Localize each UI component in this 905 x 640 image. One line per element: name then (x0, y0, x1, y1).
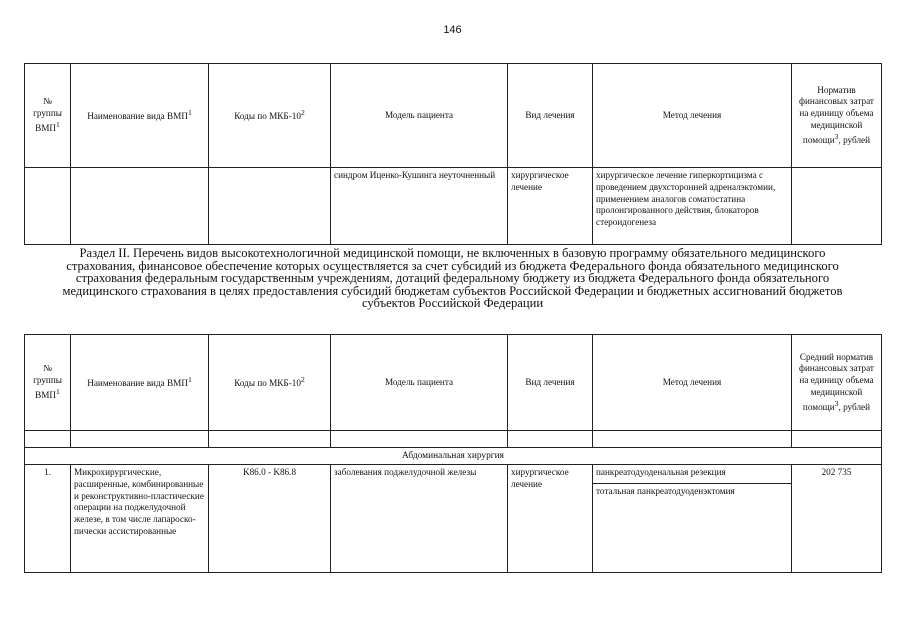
header-cost-norm: Норматив финансовых затрат на единицу объема медицинской помощи$^3$, рублей (792, 64, 882, 168)
section-title: Раздел II. Перечень видов высокотехнологичной медицинской помощи, не включенных в базовую программу обязательного медицинского страхования, финансовое обеспечение которых осуществляется за счет субсидий из бюджета Федерального фонда обязательного медицинского страхования федеральным государственным учреждениям, дотаций федеральному бюджету из бюджета Федерального фонда обязательного медицинского страхования в целях предоставления субсидий бюджетам субъектов Российской Федерации и бюджетных ассигнований бюджетов субъектов Российской Федерации (62, 246, 843, 311)
vmp-table (24, 334, 882, 573)
header-mkb-codes: Коды по МКБ-$10^2$ (209, 335, 331, 431)
table-header-row (25, 335, 882, 431)
header-mkb-codes: Коды по МКБ-$10^2$ (209, 64, 331, 168)
cell-treatment-kind: хирургическое лечение (508, 465, 593, 573)
category-row (25, 448, 882, 465)
header-treatment-method: Метод лечения (593, 64, 792, 168)
header-patient-model: Модель пациента (331, 64, 508, 168)
cell-treatment-method: хирургическое лечение гиперкортицизма с проведением двухсторонней адреналэктомии, применением аналогов соматостатина пролонгированного действия, блокаторов стероидогенеза (593, 168, 792, 245)
header-patient-model: Модель пациента (331, 335, 508, 431)
cell-treatment-method (593, 465, 792, 573)
header-treatment-kind: Вид лечения (508, 64, 593, 168)
spacer-row (25, 431, 882, 448)
method-item: тотальная панкреатодуоденэктомия (593, 483, 791, 498)
category-label: Абдоминальная хирургия (25, 448, 882, 465)
header-group-no: № группы ВМП$^1$ (25, 64, 71, 168)
cell-vmp-name: Микрохирургические, расширенные, комбинированные и реконструктивно-пластические операции на поджелудочной железе, в том числе лапароско-пически ассистированные (71, 465, 209, 573)
header-treatment-method: Метод лечения (593, 335, 792, 431)
cell-patient-model: синдром Иценко-Кушинга неуточненный (331, 168, 508, 245)
method-item: панкреатодуоденальная резекция (596, 467, 726, 478)
table-row (25, 465, 882, 573)
header-avg-cost-norm: Средний норматив финансовых затрат на единицу объема медицинской помощи$^3$, рублей (792, 335, 882, 431)
cell-empty (71, 168, 209, 245)
cell-mkb-codes: K86.0 - K86.8 (209, 465, 331, 573)
cell-empty (792, 168, 882, 245)
header-vmp-name: Наименование вида ВМП$^1$ (71, 335, 209, 431)
header-vmp-name: Наименование вида ВМП$^1$ (71, 64, 209, 168)
cell-empty (25, 168, 71, 245)
header-group-no: № группы ВМП$^1$ (25, 335, 71, 431)
header-treatment-kind: Вид лечения (508, 335, 593, 431)
cell-treatment-kind: хирургическое лечение (508, 168, 593, 245)
cell-empty (209, 168, 331, 245)
cell-patient-model: заболевания поджелудочной железы (331, 465, 508, 573)
table-header-row (25, 64, 882, 168)
continuation-table (24, 63, 882, 245)
cell-cost-norm: 202 735 (792, 465, 882, 573)
table-row (25, 168, 882, 245)
cell-group-no: 1. (25, 465, 71, 573)
page-number: 146 (443, 24, 462, 36)
